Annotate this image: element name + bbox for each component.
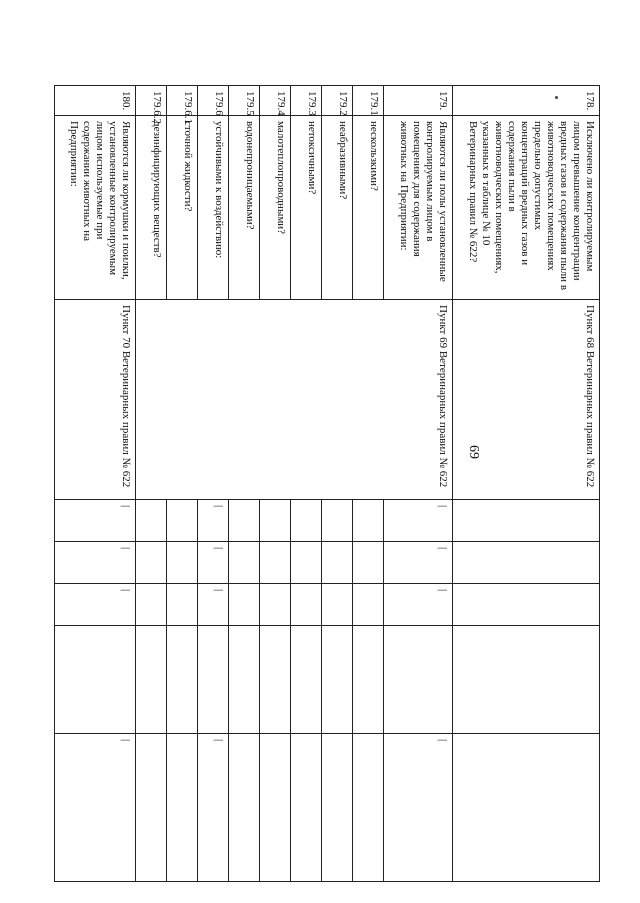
row-number: 178. [453, 86, 600, 116]
answer-yes-cell [291, 500, 322, 542]
answer-na-cell [136, 584, 167, 626]
answer-yes-cell: | [384, 500, 453, 542]
answer-no-cell [260, 542, 291, 584]
row-number: 179.1 [353, 86, 384, 116]
answer-na-cell [353, 584, 384, 626]
reference-cell: Пункт 70 Ветеринарных правил № 622 [55, 300, 136, 500]
note-cell [198, 626, 229, 734]
answer-yes-cell: | [55, 500, 136, 542]
answer-yes-cell [453, 500, 600, 542]
comment-cell [229, 734, 260, 882]
comment-cell [453, 734, 600, 882]
note-cell [322, 626, 353, 734]
note-cell [260, 626, 291, 734]
comment-cell [322, 734, 353, 882]
table-row [453, 86, 600, 882]
table-row [55, 86, 136, 882]
question-cell: неабразивными? [322, 116, 353, 300]
question-cell: Являются ли кормушки и поилки, установленные контролируемым лицом используемые при содержании животных на Предприятии: [55, 116, 136, 300]
answer-na-cell [229, 584, 260, 626]
note-cell [453, 626, 600, 734]
answer-no-cell: | [384, 542, 453, 584]
question-cell: дезинфицирующих веществ? [136, 116, 167, 300]
note-cell [384, 626, 453, 734]
row-number: 179.6 [198, 86, 229, 116]
question-cell: сточной жидкости? [167, 116, 198, 300]
row-number: 179.5 [229, 86, 260, 116]
comment-cell [353, 734, 384, 882]
answer-na-cell [167, 584, 198, 626]
checklist-table-rotated [68, 85, 600, 881]
answer-no-cell [229, 542, 260, 584]
answer-yes-cell [167, 500, 198, 542]
answer-yes-cell [322, 500, 353, 542]
row-number: 179.6.2 [136, 86, 167, 116]
note-cell [229, 626, 260, 734]
row-number: 179.3 [291, 86, 322, 116]
note-cell [291, 626, 322, 734]
question-cell: нескользкими? [353, 116, 384, 300]
answer-na-cell: | [55, 584, 136, 626]
answer-no-cell: | [198, 542, 229, 584]
checklist-table [54, 85, 600, 882]
answer-no-cell [167, 542, 198, 584]
page-number: 69 [466, 445, 481, 459]
row-number: 179.4 [260, 86, 291, 116]
answer-no-cell [353, 542, 384, 584]
comment-cell: | [55, 734, 136, 882]
question-cell: Являются ли полы установленные контролируемым лицом в помещениях для содержания животных на Предприятии: [384, 116, 453, 300]
question-cell: водонепроницаемыми? [229, 116, 260, 300]
answer-yes-cell: | [198, 500, 229, 542]
question-cell: малотеплопроводными? [260, 116, 291, 300]
answer-no-cell [136, 542, 167, 584]
note-cell [136, 626, 167, 734]
answer-yes-cell [260, 500, 291, 542]
answer-na-cell [291, 584, 322, 626]
note-cell [55, 626, 136, 734]
row-number: 179. [384, 86, 453, 116]
answer-na-cell: | [384, 584, 453, 626]
comment-cell [291, 734, 322, 882]
row-number: 180. [55, 86, 136, 116]
table-row [384, 86, 453, 882]
reference-cell: Пункт 68 Ветеринарных правил № 622 [453, 300, 600, 500]
answer-no-cell: | [55, 542, 136, 584]
row-number: 179.2 [322, 86, 353, 116]
answer-no-cell [453, 542, 600, 584]
comment-cell: | [198, 734, 229, 882]
reference-cell: Пункт 69 Ветеринарных правил № 622 [136, 300, 453, 500]
comment-cell [167, 734, 198, 882]
comment-cell: | [384, 734, 453, 882]
answer-na-cell [322, 584, 353, 626]
answer-na-cell [260, 584, 291, 626]
comment-cell [260, 734, 291, 882]
answer-no-cell [322, 542, 353, 584]
checklist-table-frame [68, 85, 600, 881]
answer-yes-cell [136, 500, 167, 542]
question-cell: устойчивыми к воздействию: [198, 116, 229, 300]
question-cell: Исключено ли контролируемым лицом превышение концентрации вредных газов и содержания пыли в животноводческих помещениях предельно допустимых концентраций вредных газов и содержания пыли в животноводческих помещениях, указанных в таблице № 10 Ветеринарных правил № 622? [453, 116, 600, 300]
answer-yes-cell [353, 500, 384, 542]
answer-na-cell: | [198, 584, 229, 626]
note-cell [167, 626, 198, 734]
comment-cell [136, 734, 167, 882]
question-cell: нетоксичными? [291, 116, 322, 300]
answer-na-cell [453, 584, 600, 626]
answer-yes-cell [229, 500, 260, 542]
answer-no-cell [291, 542, 322, 584]
note-cell [353, 626, 384, 734]
row-number: 179.6.1 [167, 86, 198, 116]
